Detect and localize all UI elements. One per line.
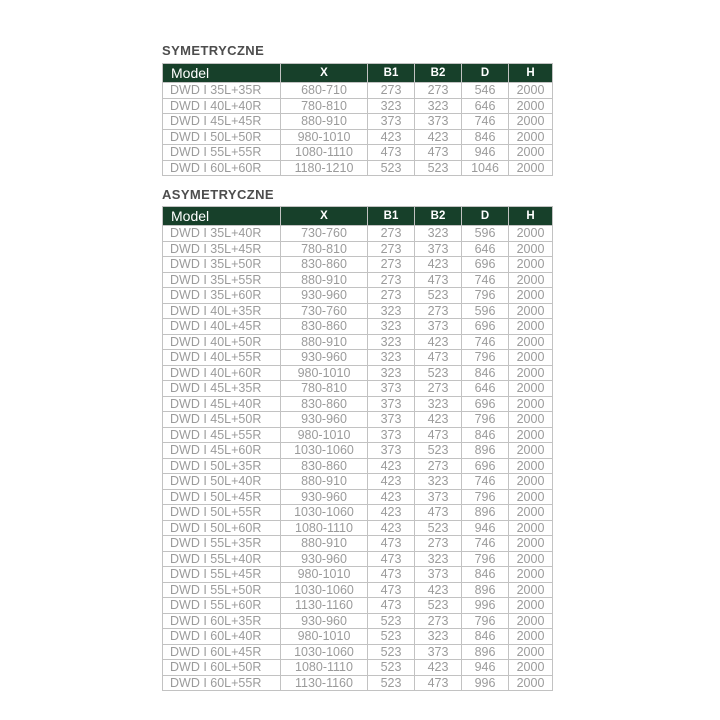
value-cell: 2000	[509, 598, 553, 614]
value-cell: 2000	[509, 288, 553, 304]
value-cell: 323	[415, 629, 462, 645]
section-title-symetryczne: SYMETRYCZNE	[162, 43, 265, 58]
value-cell: 273	[415, 303, 462, 319]
value-cell: 2000	[509, 443, 553, 459]
value-cell: 473	[415, 505, 462, 521]
table-row	[163, 145, 553, 161]
value-cell: 696	[462, 396, 509, 412]
value-cell: 846	[462, 365, 509, 381]
column-header-h: H	[509, 207, 553, 226]
value-cell: 373	[415, 489, 462, 505]
value-cell: 2000	[509, 350, 553, 366]
value-cell: 2000	[509, 98, 553, 114]
value-cell: 423	[368, 458, 415, 474]
table-row	[163, 381, 553, 397]
value-cell: 473	[415, 427, 462, 443]
model-cell: DWD I 45L+55R	[163, 427, 281, 443]
value-cell: 946	[462, 520, 509, 536]
value-cell: 2000	[509, 675, 553, 691]
value-cell: 373	[368, 396, 415, 412]
value-cell: 796	[462, 489, 509, 505]
value-cell: 2000	[509, 520, 553, 536]
spec-sheet	[162, 44, 552, 691]
value-cell: 730-760	[281, 303, 368, 319]
model-cell: DWD I 35L+50R	[163, 257, 281, 273]
model-cell: DWD I 60L+40R	[163, 629, 281, 645]
table-row	[163, 350, 553, 366]
value-cell: 880-910	[281, 334, 368, 350]
table-row	[163, 412, 553, 428]
column-header-b2: B2	[415, 207, 462, 226]
value-cell: 523	[415, 160, 462, 176]
model-cell: DWD I 35L+55R	[163, 272, 281, 288]
value-cell: 996	[462, 675, 509, 691]
value-cell: 273	[368, 288, 415, 304]
table-row	[163, 272, 553, 288]
table-row	[163, 427, 553, 443]
value-cell: 323	[415, 474, 462, 490]
value-cell: 1080-1110	[281, 145, 368, 161]
value-cell: 2000	[509, 551, 553, 567]
value-cell: 423	[368, 474, 415, 490]
value-cell: 273	[368, 272, 415, 288]
table-row	[163, 489, 553, 505]
value-cell: 373	[415, 567, 462, 583]
value-cell: 680-710	[281, 83, 368, 99]
model-cell: DWD I 40L+60R	[163, 365, 281, 381]
value-cell: 1130-1160	[281, 675, 368, 691]
value-cell: 930-960	[281, 288, 368, 304]
column-header-b1: B1	[368, 64, 415, 83]
table-row	[163, 319, 553, 335]
table-row	[163, 365, 553, 381]
value-cell: 2000	[509, 660, 553, 676]
model-cell: DWD I 45L+35R	[163, 381, 281, 397]
value-cell: 846	[462, 129, 509, 145]
value-cell: 523	[415, 365, 462, 381]
table-row	[163, 129, 553, 145]
value-cell: 830-860	[281, 396, 368, 412]
value-cell: 2000	[509, 474, 553, 490]
value-cell: 930-960	[281, 350, 368, 366]
table-row	[163, 582, 553, 598]
table-row	[163, 598, 553, 614]
section-title-asymetryczne: ASYMETRYCZNE	[162, 187, 274, 202]
value-cell: 2000	[509, 567, 553, 583]
value-cell: 796	[462, 350, 509, 366]
value-cell: 896	[462, 644, 509, 660]
value-cell: 323	[415, 226, 462, 242]
table-row	[163, 613, 553, 629]
value-cell: 2000	[509, 489, 553, 505]
table-row	[163, 474, 553, 490]
model-cell: DWD I 60L+55R	[163, 675, 281, 691]
value-cell: 373	[368, 443, 415, 459]
table-row	[163, 660, 553, 676]
value-cell: 473	[368, 536, 415, 552]
value-cell: 796	[462, 613, 509, 629]
model-cell: DWD I 60L+50R	[163, 660, 281, 676]
table-row	[163, 629, 553, 645]
model-cell: DWD I 40L+50R	[163, 334, 281, 350]
value-cell: 696	[462, 319, 509, 335]
value-cell: 473	[368, 598, 415, 614]
table-row	[163, 303, 553, 319]
value-cell: 423	[368, 520, 415, 536]
model-cell: DWD I 50L+50R	[163, 129, 281, 145]
header-row	[163, 207, 553, 226]
value-cell: 2000	[509, 396, 553, 412]
model-cell: DWD I 40L+45R	[163, 319, 281, 335]
model-cell: DWD I 55L+55R	[163, 145, 281, 161]
value-cell: 980-1010	[281, 629, 368, 645]
value-cell: 423	[415, 334, 462, 350]
column-header-h: H	[509, 64, 553, 83]
value-cell: 1030-1060	[281, 505, 368, 521]
value-cell: 846	[462, 567, 509, 583]
table-row	[163, 288, 553, 304]
value-cell: 323	[415, 98, 462, 114]
value-cell: 746	[462, 536, 509, 552]
model-cell: DWD I 35L+35R	[163, 83, 281, 99]
model-cell: DWD I 50L+35R	[163, 458, 281, 474]
value-cell: 523	[368, 613, 415, 629]
value-cell: 423	[368, 489, 415, 505]
value-cell: 373	[368, 412, 415, 428]
value-cell: 596	[462, 303, 509, 319]
model-cell: DWD I 50L+45R	[163, 489, 281, 505]
value-cell: 373	[415, 241, 462, 257]
column-header-x: X	[281, 64, 368, 83]
value-cell: 1030-1060	[281, 644, 368, 660]
value-cell: 1080-1110	[281, 520, 368, 536]
value-cell: 2000	[509, 644, 553, 660]
model-cell: DWD I 35L+60R	[163, 288, 281, 304]
value-cell: 323	[415, 396, 462, 412]
value-cell: 373	[368, 381, 415, 397]
table-row	[163, 396, 553, 412]
asymetryczne-table	[162, 206, 553, 691]
value-cell: 373	[368, 427, 415, 443]
value-cell: 830-860	[281, 458, 368, 474]
value-cell: 796	[462, 288, 509, 304]
value-cell: 2000	[509, 412, 553, 428]
value-cell: 2000	[509, 241, 553, 257]
value-cell: 1180-1210	[281, 160, 368, 176]
value-cell: 2000	[509, 129, 553, 145]
table-row	[163, 114, 553, 130]
column-header-model: Model	[163, 64, 281, 83]
column-header-d: D	[462, 64, 509, 83]
value-cell: 896	[462, 582, 509, 598]
value-cell: 980-1010	[281, 427, 368, 443]
model-cell: DWD I 45L+45R	[163, 114, 281, 130]
value-cell: 2000	[509, 114, 553, 130]
value-cell: 2000	[509, 226, 553, 242]
value-cell: 980-1010	[281, 129, 368, 145]
value-cell: 546	[462, 83, 509, 99]
column-header-b2: B2	[415, 64, 462, 83]
value-cell: 2000	[509, 629, 553, 645]
value-cell: 423	[368, 505, 415, 521]
model-cell: DWD I 55L+60R	[163, 598, 281, 614]
value-cell: 273	[415, 83, 462, 99]
value-cell: 523	[368, 660, 415, 676]
model-cell: DWD I 55L+35R	[163, 536, 281, 552]
value-cell: 946	[462, 145, 509, 161]
table-row	[163, 334, 553, 350]
value-cell: 796	[462, 551, 509, 567]
value-cell: 980-1010	[281, 567, 368, 583]
value-cell: 880-910	[281, 272, 368, 288]
value-cell: 523	[415, 288, 462, 304]
value-cell: 1030-1060	[281, 443, 368, 459]
value-cell: 2000	[509, 365, 553, 381]
model-cell: DWD I 60L+45R	[163, 644, 281, 660]
value-cell: 2000	[509, 83, 553, 99]
value-cell: 273	[415, 458, 462, 474]
model-cell: DWD I 40L+35R	[163, 303, 281, 319]
table-row	[163, 551, 553, 567]
value-cell: 2000	[509, 505, 553, 521]
value-cell: 473	[368, 582, 415, 598]
model-cell: DWD I 50L+40R	[163, 474, 281, 490]
table-row	[163, 83, 553, 99]
value-cell: 946	[462, 660, 509, 676]
table-row	[163, 226, 553, 242]
table-row	[163, 443, 553, 459]
value-cell: 930-960	[281, 551, 368, 567]
value-cell: 2000	[509, 536, 553, 552]
value-cell: 523	[415, 598, 462, 614]
model-cell: DWD I 55L+50R	[163, 582, 281, 598]
value-cell: 2000	[509, 381, 553, 397]
value-cell: 780-810	[281, 381, 368, 397]
value-cell: 780-810	[281, 241, 368, 257]
header-row	[163, 64, 553, 83]
value-cell: 323	[368, 365, 415, 381]
value-cell: 373	[368, 114, 415, 130]
model-cell: DWD I 55L+40R	[163, 551, 281, 567]
value-cell: 830-860	[281, 257, 368, 273]
value-cell: 273	[368, 83, 415, 99]
value-cell: 646	[462, 241, 509, 257]
table-row	[163, 458, 553, 474]
value-cell: 423	[415, 660, 462, 676]
value-cell: 323	[368, 303, 415, 319]
column-header-model: Model	[163, 207, 281, 226]
value-cell: 523	[368, 644, 415, 660]
value-cell: 930-960	[281, 489, 368, 505]
value-cell: 930-960	[281, 412, 368, 428]
value-cell: 796	[462, 412, 509, 428]
column-header-x: X	[281, 207, 368, 226]
value-cell: 780-810	[281, 98, 368, 114]
value-cell: 996	[462, 598, 509, 614]
table-row	[163, 98, 553, 114]
value-cell: 746	[462, 272, 509, 288]
value-cell: 2000	[509, 160, 553, 176]
model-cell: DWD I 55L+45R	[163, 567, 281, 583]
value-cell: 273	[368, 241, 415, 257]
value-cell: 2000	[509, 582, 553, 598]
value-cell: 2000	[509, 458, 553, 474]
model-cell: DWD I 50L+60R	[163, 520, 281, 536]
value-cell: 596	[462, 226, 509, 242]
table-row	[163, 257, 553, 273]
value-cell: 423	[368, 129, 415, 145]
value-cell: 696	[462, 458, 509, 474]
value-cell: 2000	[509, 319, 553, 335]
value-cell: 646	[462, 381, 509, 397]
model-cell: DWD I 45L+60R	[163, 443, 281, 459]
value-cell: 423	[415, 257, 462, 273]
table-row	[163, 536, 553, 552]
table-row	[163, 567, 553, 583]
value-cell: 523	[368, 629, 415, 645]
value-cell: 423	[415, 129, 462, 145]
value-cell: 523	[368, 160, 415, 176]
table-row	[163, 644, 553, 660]
model-cell: DWD I 45L+40R	[163, 396, 281, 412]
value-cell: 896	[462, 505, 509, 521]
table-row	[163, 160, 553, 176]
value-cell: 846	[462, 427, 509, 443]
value-cell: 323	[368, 98, 415, 114]
value-cell: 473	[415, 350, 462, 366]
value-cell: 473	[368, 551, 415, 567]
table-row	[163, 675, 553, 691]
symetryczne-table	[162, 63, 553, 176]
value-cell: 323	[368, 319, 415, 335]
value-cell: 2000	[509, 613, 553, 629]
value-cell: 273	[368, 257, 415, 273]
value-cell: 746	[462, 334, 509, 350]
value-cell: 880-910	[281, 114, 368, 130]
value-cell: 1080-1110	[281, 660, 368, 676]
value-cell: 473	[415, 272, 462, 288]
value-cell: 523	[415, 443, 462, 459]
model-cell: DWD I 45L+50R	[163, 412, 281, 428]
value-cell: 746	[462, 114, 509, 130]
value-cell: 323	[415, 551, 462, 567]
value-cell: 473	[415, 675, 462, 691]
value-cell: 730-760	[281, 226, 368, 242]
value-cell: 896	[462, 443, 509, 459]
column-header-d: D	[462, 207, 509, 226]
model-cell: DWD I 60L+35R	[163, 613, 281, 629]
table-row	[163, 520, 553, 536]
value-cell: 473	[415, 145, 462, 161]
model-cell: DWD I 35L+45R	[163, 241, 281, 257]
value-cell: 830-860	[281, 319, 368, 335]
column-header-b1: B1	[368, 207, 415, 226]
value-cell: 980-1010	[281, 365, 368, 381]
value-cell: 423	[415, 582, 462, 598]
model-cell: DWD I 40L+55R	[163, 350, 281, 366]
value-cell: 880-910	[281, 536, 368, 552]
value-cell: 696	[462, 257, 509, 273]
value-cell: 473	[368, 567, 415, 583]
value-cell: 273	[415, 536, 462, 552]
model-cell: DWD I 35L+40R	[163, 226, 281, 242]
value-cell: 880-910	[281, 474, 368, 490]
value-cell: 846	[462, 629, 509, 645]
value-cell: 2000	[509, 303, 553, 319]
value-cell: 273	[415, 381, 462, 397]
model-cell: DWD I 60L+60R	[163, 160, 281, 176]
table-row	[163, 241, 553, 257]
value-cell: 323	[368, 350, 415, 366]
table-row	[163, 505, 553, 521]
value-cell: 1046	[462, 160, 509, 176]
value-cell: 930-960	[281, 613, 368, 629]
value-cell: 1030-1060	[281, 582, 368, 598]
value-cell: 473	[368, 145, 415, 161]
value-cell: 273	[415, 613, 462, 629]
value-cell: 746	[462, 474, 509, 490]
model-cell: DWD I 40L+40R	[163, 98, 281, 114]
value-cell: 2000	[509, 145, 553, 161]
value-cell: 373	[415, 319, 462, 335]
value-cell: 1130-1160	[281, 598, 368, 614]
model-cell: DWD I 50L+55R	[163, 505, 281, 521]
value-cell: 2000	[509, 427, 553, 443]
value-cell: 646	[462, 98, 509, 114]
value-cell: 373	[415, 644, 462, 660]
value-cell: 2000	[509, 334, 553, 350]
value-cell: 423	[415, 412, 462, 428]
value-cell: 2000	[509, 272, 553, 288]
value-cell: 2000	[509, 257, 553, 273]
value-cell: 523	[415, 520, 462, 536]
value-cell: 273	[368, 226, 415, 242]
value-cell: 323	[368, 334, 415, 350]
value-cell: 373	[415, 114, 462, 130]
value-cell: 523	[368, 675, 415, 691]
